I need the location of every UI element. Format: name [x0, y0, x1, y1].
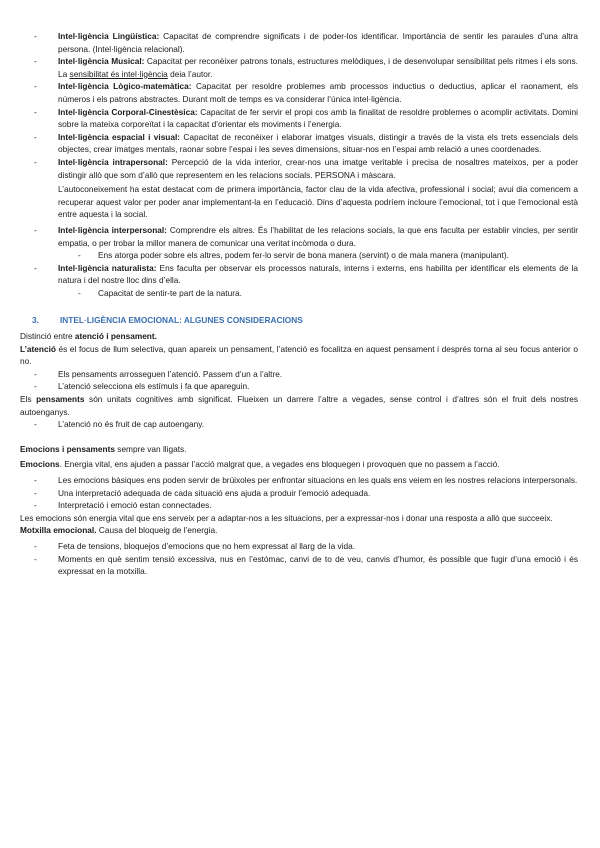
term-corporal: Intel·ligència Corporal-Cinestèsica:	[58, 106, 198, 117]
term-logico: Intel·ligència Lògico-matemàtica:	[58, 81, 192, 92]
bold-text: pensaments	[36, 394, 85, 405]
list-item	[20, 224, 578, 249]
term-interpersonal: Intel·ligència interpersonal:	[58, 224, 167, 235]
term-linguistic: Intel·ligència Lingüística:	[58, 31, 160, 41]
bold-text: Emocions	[20, 459, 60, 470]
interpersonal-list	[20, 224, 578, 300]
text: sempre van lligats.	[114, 443, 187, 454]
item-text: Ens faculta per observar els processos naturals, interns i externs, ens habilita per identificar els elements de la natura i del nostre lloc dins d’ella.	[58, 262, 578, 286]
list-item: - Moments en què sentim tensió excessiva, nus en l’estómac, canvi de to de veu, canvis d’humor, és possible que fugir d’una emoció i és expressat en la motxilla.	[20, 553, 578, 578]
distinction-line	[20, 330, 578, 343]
atencio-list	[20, 368, 578, 393]
list-item: - Les emocions bàsiques ens poden servir de brúixoles per enfrontar situacions en les quals ens veiem en les nostres relacions interpersonals.	[20, 474, 578, 487]
sub-list-item: - Ens atorga poder sobre els altres, podem fer-lo servir de bona manera (servint) o de mala manera (manipulant).	[20, 249, 578, 262]
term-espacial: Intel·ligència espacial i visual:	[58, 131, 181, 142]
list-item	[20, 30, 578, 55]
section-title: INTEL·LIGÈNCIA EMOCIONAL: ALGUNES CONSIDERACIONS	[60, 315, 303, 326]
emocions-paragraph	[20, 458, 578, 471]
bold-text: atenció i pensament.	[74, 331, 157, 342]
motxilla-line	[20, 524, 578, 537]
bold-text: L’atenció	[20, 343, 56, 354]
atencio-paragraph	[20, 343, 578, 368]
item-text: Capacitat de fer servir el propi cos amb la finalitat de resoldre problemes o acomplir activitats. Domini sobre la mateixa corporeïtat i la capacitat d’orientar els moviments i l’energia.	[58, 106, 578, 130]
item-text: Capacitat per reconèixer patrons tonals, estructures melòdiques, i de desenvolupar sensibilitat pels ritmes i els sons. La	[58, 56, 578, 79]
pensaments-list	[20, 418, 578, 431]
underlined-text: sensibilitat és intel·ligència	[69, 68, 168, 79]
list-item: - L’atenció selecciona els estímuls i fa que apareguin.	[20, 380, 578, 393]
sub-list-item: - Capacitat de sentir-te part de la natura.	[20, 287, 578, 300]
section-heading	[20, 314, 578, 327]
energia-paragraph: Les emocions són energia vital que ens serveix per a adaptar-nos a les situacions, per a expressar-nos i donar una resposta a allò que succeeix.	[20, 512, 553, 523]
pensaments-paragraph	[20, 393, 578, 418]
item-text: Comprendre els altres. És l’habilitat de les relacions socials, la que ens faculta per establir vincles, per sentir empatia, o per trobar la millor manera de comunicar una veritat incòmoda o dura.	[58, 224, 578, 248]
text: Els	[20, 394, 37, 405]
list-item: - Els pensaments arrosseguen l’atenció. Passem d’un a l’altre.	[20, 368, 578, 381]
list-item	[20, 262, 578, 287]
list-item: - Una interpretació adequada de cada situació ens ajuda a produir l’emoció adequada.	[20, 487, 578, 500]
bold-text: Motxilla emocional.	[20, 525, 97, 536]
list-item	[20, 55, 578, 80]
bold-text: Emocions i pensaments	[20, 443, 115, 454]
list-item	[20, 106, 578, 131]
text: Distinció entre	[20, 331, 75, 342]
list-item: - L’atenció no és fruit de cap autoengany.	[20, 418, 578, 431]
term-intrapersonal: Intel·ligència intrapersonal:	[58, 156, 168, 167]
section-number: 3.	[32, 315, 39, 326]
intelligences-list	[20, 30, 578, 181]
item-text: Capacitat de reconèixer i elaborar imatges visuals, distingir a través de la vista els trets essencials dels objectes, crear imatges mentals, raonar sobre l’espai i les seves dimensions, situar-nos en l’espai amb relació a unes coordenades.	[58, 131, 579, 155]
text: . Energia vital, ens ajuden a passar l’acció malgrat que, a vegades ens bloquegen i provoquen que no passem a l’acció.	[59, 459, 500, 470]
item-text: deia l’autor.	[167, 68, 213, 79]
item-text: Capacitat per resoldre problemes amb processos inductius o deductius, aplicar el raonament, els números i els patrons abstractes. Durant molt de temps es va considerar l’única intel·ligència.	[58, 81, 578, 104]
item-text: Percepció de la vida interior, crear-nos una imatge veritable i precisa de nosaltres mateixos, per a poder distingir allò que som d’allò que representem en les relacions socials. PERSONA i màscara.	[58, 156, 578, 180]
list-item: - Interpretació i emoció estan connectades.	[20, 499, 578, 512]
motxilla-list	[20, 540, 578, 578]
emocions-pensaments-line	[20, 443, 578, 456]
list-item	[20, 156, 578, 181]
text: són unitats cognitives amb significat. Flueixen un darrere l’altre a vegades, sense control i d’altres són el fruit dels nostres autoenganys.	[20, 394, 578, 417]
list-item	[20, 80, 578, 105]
item-text: Capacitat de comprendre significats i de poder-los identificar. Importància de sentir les paraules d’una altra persona. (Intel·ligència relacional).	[58, 31, 578, 54]
spacer	[20, 431, 578, 443]
text: és el focus de llum selectiva, quan apareix un pensament, l’atenció es focalitza en aquest pensament i després torna al seu focus anterior o no.	[20, 343, 578, 367]
text: Causa del bloqueig de l’energia.	[96, 525, 218, 536]
document-page	[20, 30, 578, 578]
emocions-list	[20, 474, 578, 512]
term-naturalista: Intel·ligència naturalista:	[58, 262, 157, 273]
term-musical: Intel·ligència Musical:	[58, 56, 145, 67]
list-item: - Feta de tensions, bloquejos d’emocions que no hem expressat al llarg de la vida.	[20, 540, 578, 553]
list-item	[20, 131, 578, 156]
intrapersonal-paragraph: L’autoconeixement ha estat destacat com de primera importància, factor clau de la vida afectiva, professional i social; avui dia comencem a recuperar aquest valor per poder anar implementant-la en l’educació. Dins d’aquesta podríem incloure l’emocional, tot i que l’emocional està entre aquesta i la social.	[58, 184, 578, 220]
